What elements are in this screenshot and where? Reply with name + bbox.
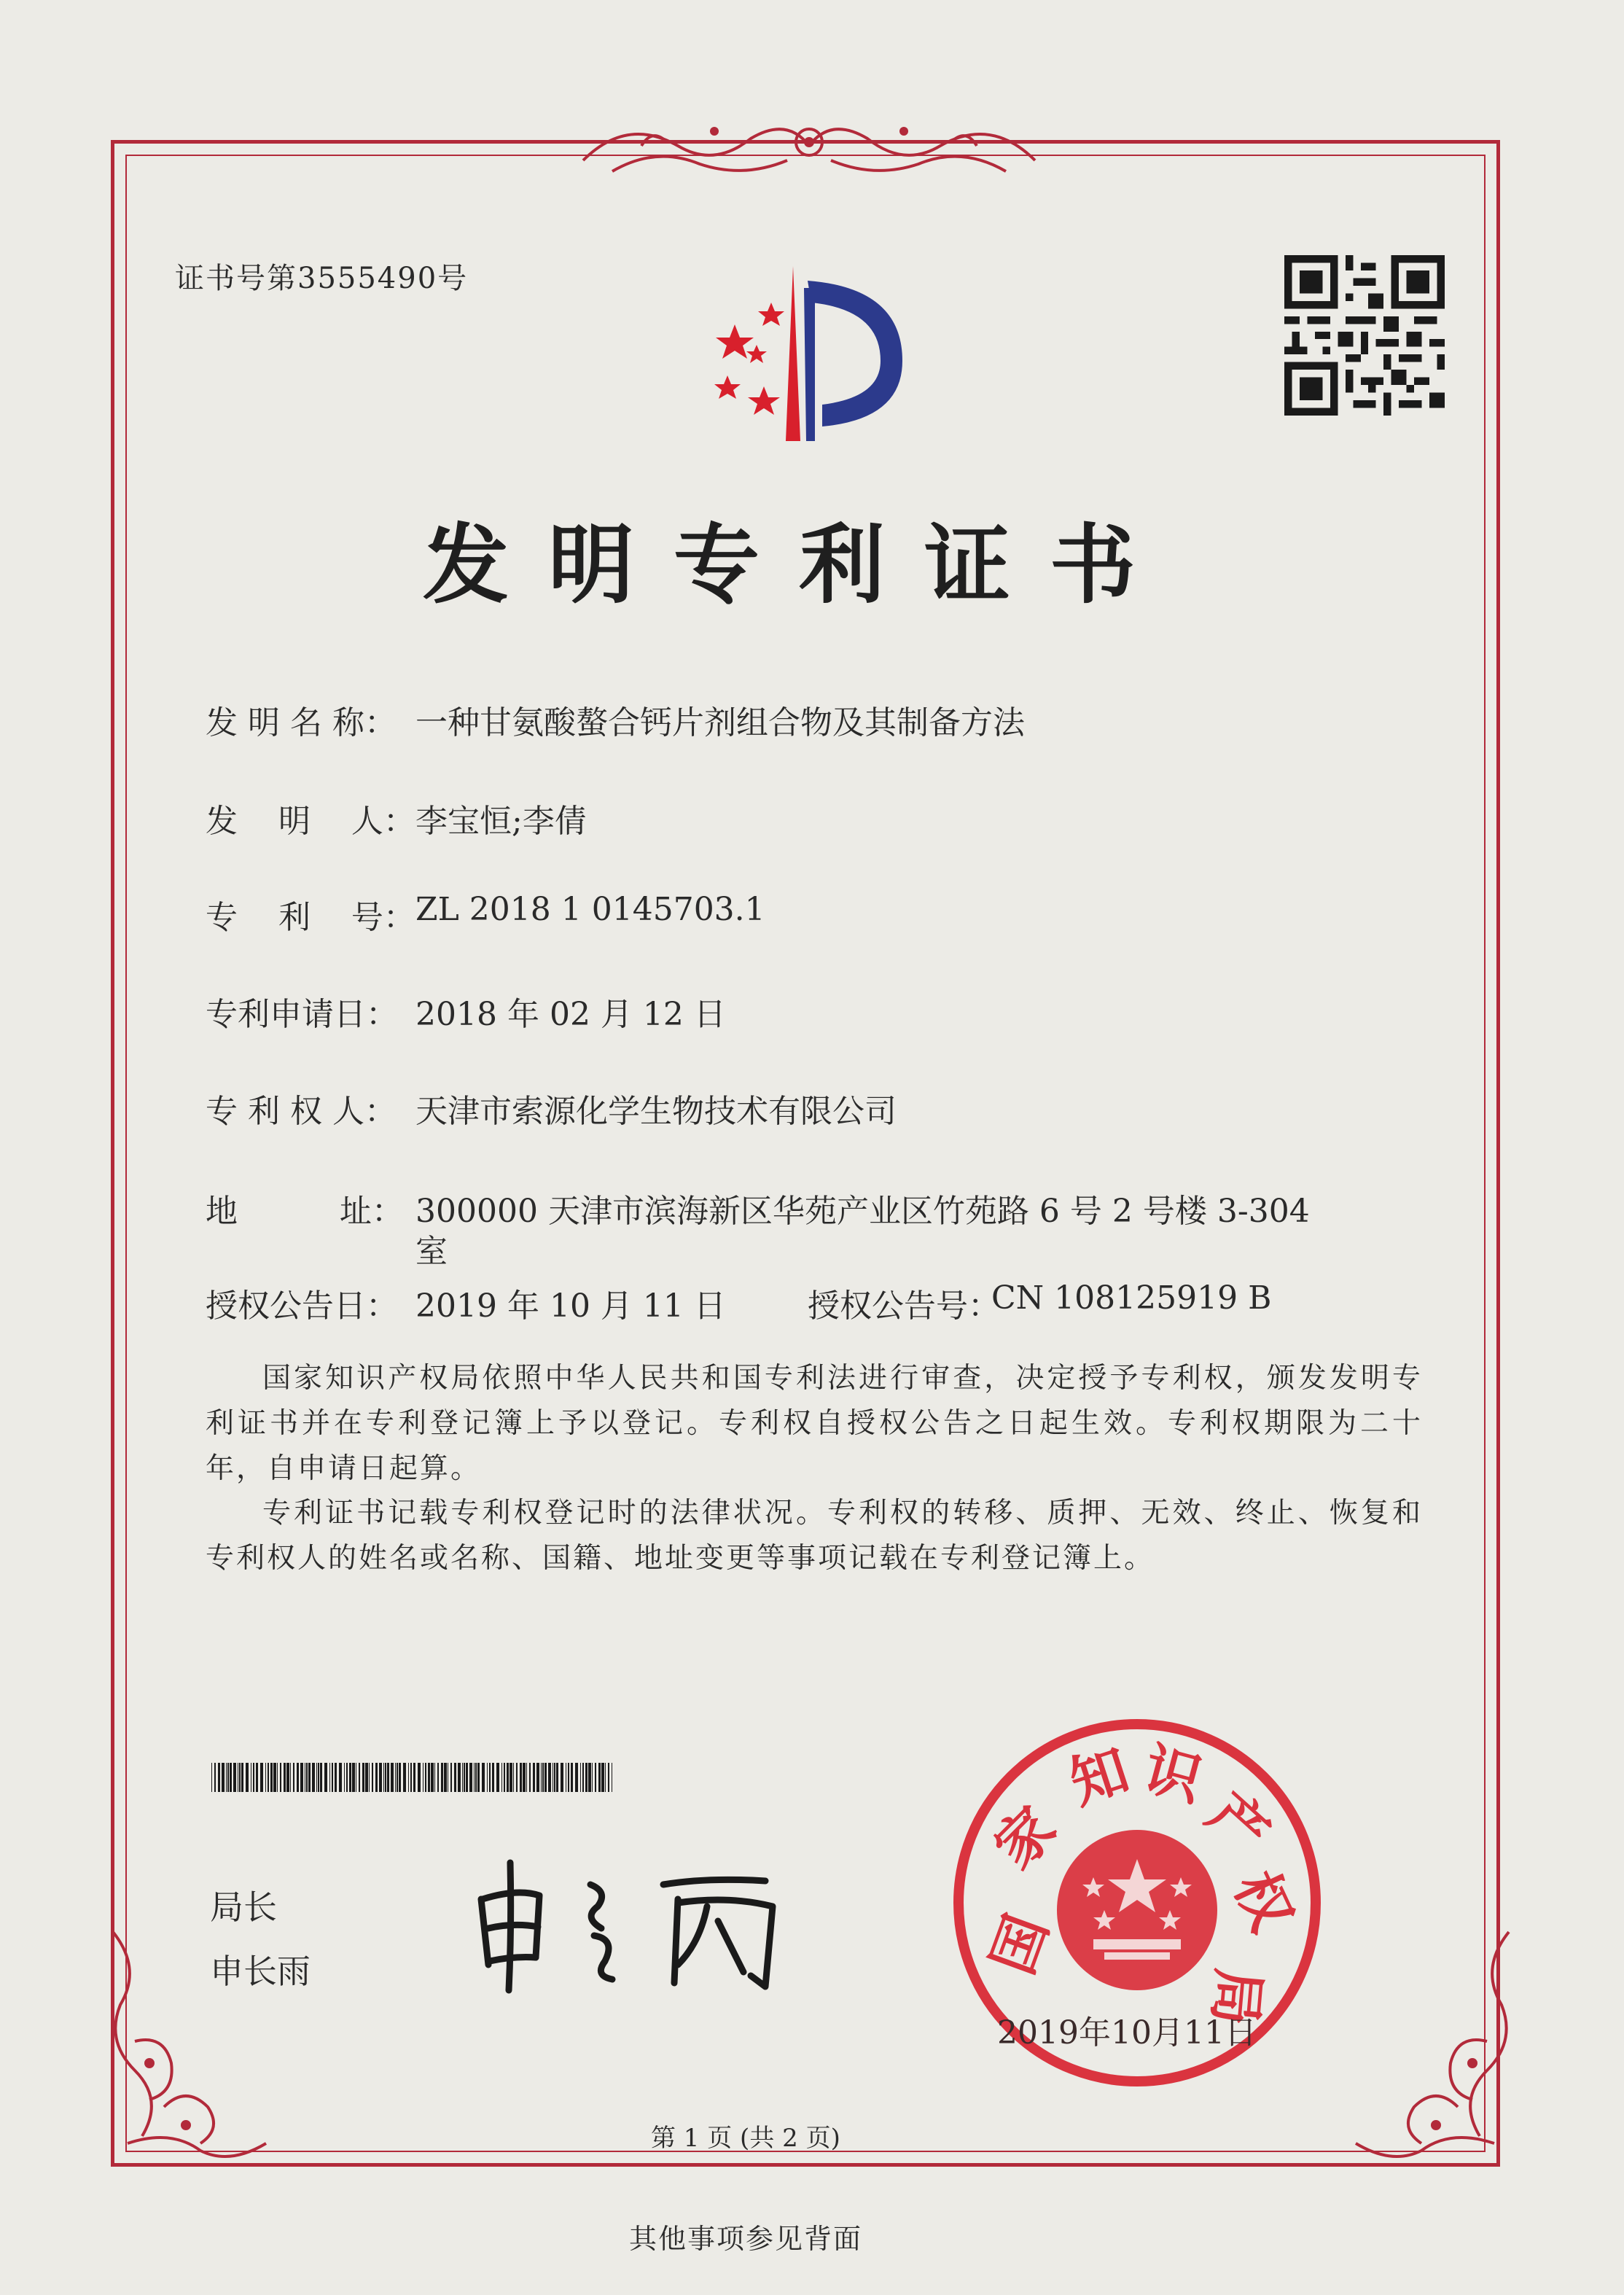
- patentee-value: 天津市索源化学生物技术有限公司: [415, 1093, 897, 1130]
- footer-note: 其他事项参见背面: [629, 2223, 863, 2255]
- svg-text:产: 产: [1195, 1780, 1281, 1868]
- legal-paragraph-2: 专利证书记载专利权登记时的法律状况。专利权的转移、质押、无效、终止、恢复和专利权人的姓名或名称、国籍、地址变更等事项记载在专利登记簿上。: [206, 1497, 1423, 1575]
- seal-date: 2019年10月11日: [997, 2014, 1257, 2052]
- grant-number-label: 授权公告号：: [808, 1287, 1000, 1325]
- patent-number-value: ZL 2018 1 0145703.1: [415, 891, 765, 928]
- inventor-label: 发 明 人：: [206, 803, 415, 840]
- legal-paragraph-1: 国家知识产权局依照中华人民共和国专利法进行审查，决定授予专利权，颁发发明专利证书并在专利登记簿上予以登记。专利权自授权公告之日起生效。专利权期限为二十年，自申请日起算。: [206, 1362, 1423, 1485]
- handwritten-signature: [466, 1855, 802, 1994]
- patentee-label: 专 利 权 人：: [206, 1093, 397, 1130]
- address-label: 地 址：: [206, 1193, 404, 1230]
- bottom-right-ornament-icon: [1334, 1925, 1523, 2165]
- inventor-value: 李宝恒;李倩: [415, 803, 587, 840]
- certificate-title: 发明专利证书: [423, 515, 1176, 615]
- application-date-label: 专利申请日：: [206, 996, 398, 1033]
- page-number: 第 1 页 (共 2 页): [651, 2124, 840, 2153]
- svg-text:国: 国: [980, 1906, 1061, 1983]
- certificate-number: 证书号第3555490号: [175, 262, 469, 295]
- svg-text:局: 局: [1201, 1965, 1271, 2028]
- patent-number-label: 专 利 号：: [206, 899, 415, 936]
- signatory-title: 局长: [210, 1887, 277, 1927]
- grant-number-value: CN 108125919 B: [991, 1279, 1272, 1317]
- svg-text:家: 家: [982, 1795, 1069, 1882]
- invention-name-label: 发 明 名 称：: [206, 704, 397, 741]
- signatory-name: 申长雨: [210, 1952, 311, 1991]
- address-value-line1: 300000 天津市滨海新区华苑产业区竹苑路 6 号 2 号楼 3-304: [415, 1193, 1310, 1230]
- cnipa-logo-icon: [684, 259, 932, 448]
- barcode-icon: [211, 1763, 612, 1792]
- address-value-line2: 室: [415, 1233, 448, 1270]
- application-date-value: 2018 年 02 月 12 日: [415, 996, 726, 1033]
- invention-name-value: 一种甘氨酸螯合钙片剂组合物及其制备方法: [415, 704, 1025, 741]
- qr-code-icon: [1284, 255, 1445, 416]
- grant-date-value: 2019 年 10 月 11 日: [415, 1287, 726, 1325]
- svg-text:知: 知: [1062, 1737, 1137, 1817]
- svg-text:识: 识: [1136, 1736, 1209, 1815]
- top-ornament-icon: [569, 102, 1050, 190]
- grant-date-label: 授权公告日：: [206, 1287, 398, 1325]
- svg-text:权: 权: [1221, 1861, 1305, 1941]
